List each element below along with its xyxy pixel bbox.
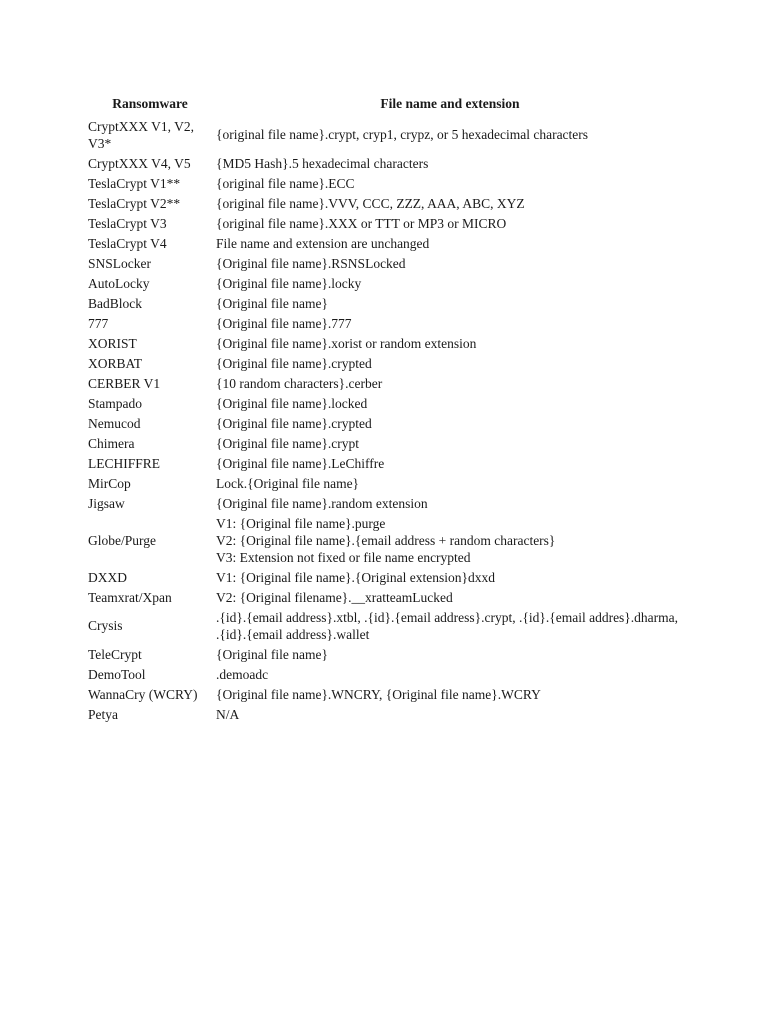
table-row [86, 313, 686, 333]
file-extension-cell [214, 333, 686, 353]
ransomware-name-cell: CERBER V1 [88, 375, 161, 391]
ransomware-name-cell: TeslaCrypt V3 [88, 215, 167, 231]
table-row [86, 333, 686, 353]
file-extension-cell [214, 313, 686, 333]
file-extension-line: {original file name}.crypt, cryp1, crypz, or 5 hexadecimal characters [216, 127, 589, 142]
ransomware-name-cell: XORBAT [88, 355, 143, 371]
file-extension-line: File name and extension are unchanged [216, 235, 430, 251]
table-row [86, 153, 686, 173]
table-row [86, 293, 686, 313]
file-extension-cell [214, 473, 686, 493]
table-row [86, 273, 686, 293]
ransomware-name-cell: Crysis [88, 618, 123, 633]
file-extension-line: {original file name}.ECC [216, 175, 355, 191]
ransomware-name-cell: LECHIFFRE [88, 455, 161, 471]
table-row [86, 587, 686, 607]
table-row [86, 253, 686, 273]
file-extension-line: {Original file name}.RSNSLocked [216, 255, 406, 271]
ransomware-name-cell: AutoLocky [88, 275, 150, 291]
file-extension-line: {Original file name} [216, 295, 328, 311]
file-extension-line: V1: {Original file name}.{Original extension}dxxd [216, 569, 495, 585]
ransomware-name-cell: CryptXXX V1, V2, V3* [88, 118, 195, 151]
file-extension-line: {Original file name}.crypted [216, 355, 372, 371]
ransomware-name-cell: CryptXXX V4, V5 [88, 155, 191, 171]
ransomware-name-cell: Chimera [88, 435, 135, 451]
file-extension-line: {Original file name} [216, 646, 328, 662]
ransomware-name-cell: MirCop [88, 475, 131, 491]
ransomware-name-cell: Globe/Purge [88, 532, 156, 548]
file-extension-cell [214, 413, 686, 433]
file-extension-cell [214, 393, 686, 413]
table-row [86, 233, 686, 253]
file-extension-cell [214, 433, 686, 453]
file-extension-cell [214, 607, 686, 644]
file-extension-line: {Original file name}.locked [216, 395, 368, 411]
file-extension-line: V2: {Original file name}.{email address + random characters} [216, 532, 556, 548]
file-extension-cell [214, 293, 686, 313]
ransomware-name-cell: TeleCrypt [88, 646, 142, 662]
file-extension-line: {Original file name}.random extension [216, 495, 428, 511]
table-row [86, 413, 686, 433]
file-extension-cell [214, 253, 686, 273]
ransomware-name-cell: WannaCry (WCRY) [88, 686, 198, 702]
file-extension-cell [214, 567, 686, 587]
ransomware-name-cell: XORIST [88, 335, 137, 351]
table-row [86, 644, 686, 664]
file-extension-line: {Original file name}.777 [216, 315, 352, 331]
ransomware-extension-table [86, 93, 686, 724]
table-row [86, 607, 686, 644]
file-extension-cell [214, 513, 686, 567]
ransomware-name-cell: Stampado [88, 395, 142, 411]
file-extension-line: .demoadc [216, 666, 269, 682]
table-body [86, 116, 686, 724]
file-extension-cell [214, 213, 686, 233]
file-extension-cell [214, 173, 686, 193]
file-extension-cell [214, 373, 686, 393]
ransomware-name-cell: BadBlock [88, 295, 142, 311]
table-row [86, 213, 686, 233]
table-row [86, 373, 686, 393]
table-header-row [86, 93, 686, 116]
file-extension-cell [214, 193, 686, 213]
table-row [86, 453, 686, 473]
header-file-name-extension: File name and extension [380, 96, 520, 111]
table-row [86, 353, 686, 373]
ransomware-name-cell: Teamxrat/Xpan [88, 589, 172, 605]
file-extension-cell [214, 587, 686, 607]
file-extension-line: N/A [216, 706, 240, 722]
file-extension-line: {10 random characters}.cerber [216, 375, 383, 391]
table-row [86, 704, 686, 724]
file-extension-line: {Original file name}.xorist or random extension [216, 335, 477, 351]
file-extension-cell [214, 704, 686, 724]
table-row [86, 433, 686, 453]
file-extension-line: {Original file name}.WNCRY, {Original file name}.WCRY [216, 686, 541, 702]
file-extension-line: {original file name}.XXX or TTT or MP3 or MICRO [216, 215, 507, 231]
file-extension-line: {Original file name}.locky [216, 275, 362, 291]
file-extension-line: {original file name}.VVV, CCC, ZZZ, AAA, ABC, XYZ [216, 195, 525, 211]
file-extension-line: {Original file name}.LeChiffre [216, 455, 385, 471]
table-row [86, 513, 686, 567]
ransomware-name-cell: Petya [88, 706, 118, 722]
file-extension-cell [214, 116, 686, 153]
table-row [86, 664, 686, 684]
ransomware-name-cell: SNSLocker [88, 255, 151, 271]
file-extension-line: V2: {Original filename}.__xratteamLucked [216, 589, 453, 605]
file-extension-cell [214, 153, 686, 173]
table-row [86, 567, 686, 587]
ransomware-name-cell: Nemucod [88, 415, 141, 431]
file-extension-line: .{id}.{email address}.xtbl, .{id}.{email address}.crypt, .{id}.{email addres}.dharma, .{id}.{email address}.wallet [216, 609, 679, 642]
table-row [86, 116, 686, 153]
file-extension-line: {Original file name}.crypted [216, 415, 372, 431]
ransomware-name-cell: 777 [88, 315, 109, 331]
ransomware-name-cell: Jigsaw [88, 495, 125, 511]
file-extension-line: {Original file name}.crypt [216, 435, 360, 451]
file-extension-line: Lock.{Original file name} [216, 475, 360, 491]
table-row [86, 193, 686, 213]
table-row [86, 173, 686, 193]
file-extension-cell [214, 493, 686, 513]
header-ransomware: Ransomware [112, 96, 188, 111]
file-extension-cell [214, 233, 686, 253]
ransomware-name-cell: DXXD [88, 569, 127, 585]
file-extension-line: {MD5 Hash}.5 hexadecimal characters [216, 155, 429, 171]
file-extension-cell [214, 684, 686, 704]
file-extension-cell [214, 644, 686, 664]
table-row [86, 684, 686, 704]
ransomware-name-cell: TeslaCrypt V2** [88, 195, 181, 211]
table-row [86, 473, 686, 493]
file-extension-line: V1: {Original file name}.purge [216, 515, 386, 531]
table-row [86, 493, 686, 513]
table-row [86, 393, 686, 413]
ransomware-name-cell: TeslaCrypt V4 [88, 235, 167, 251]
file-extension-cell [214, 353, 686, 373]
ransomware-name-cell: TeslaCrypt V1** [88, 175, 181, 191]
file-extension-cell [214, 453, 686, 473]
file-extension-cell [214, 664, 686, 684]
ransomware-name-cell: DemoTool [88, 666, 146, 682]
file-extension-line: V3: Extension not fixed or file name encrypted [216, 549, 471, 565]
file-extension-cell [214, 273, 686, 293]
